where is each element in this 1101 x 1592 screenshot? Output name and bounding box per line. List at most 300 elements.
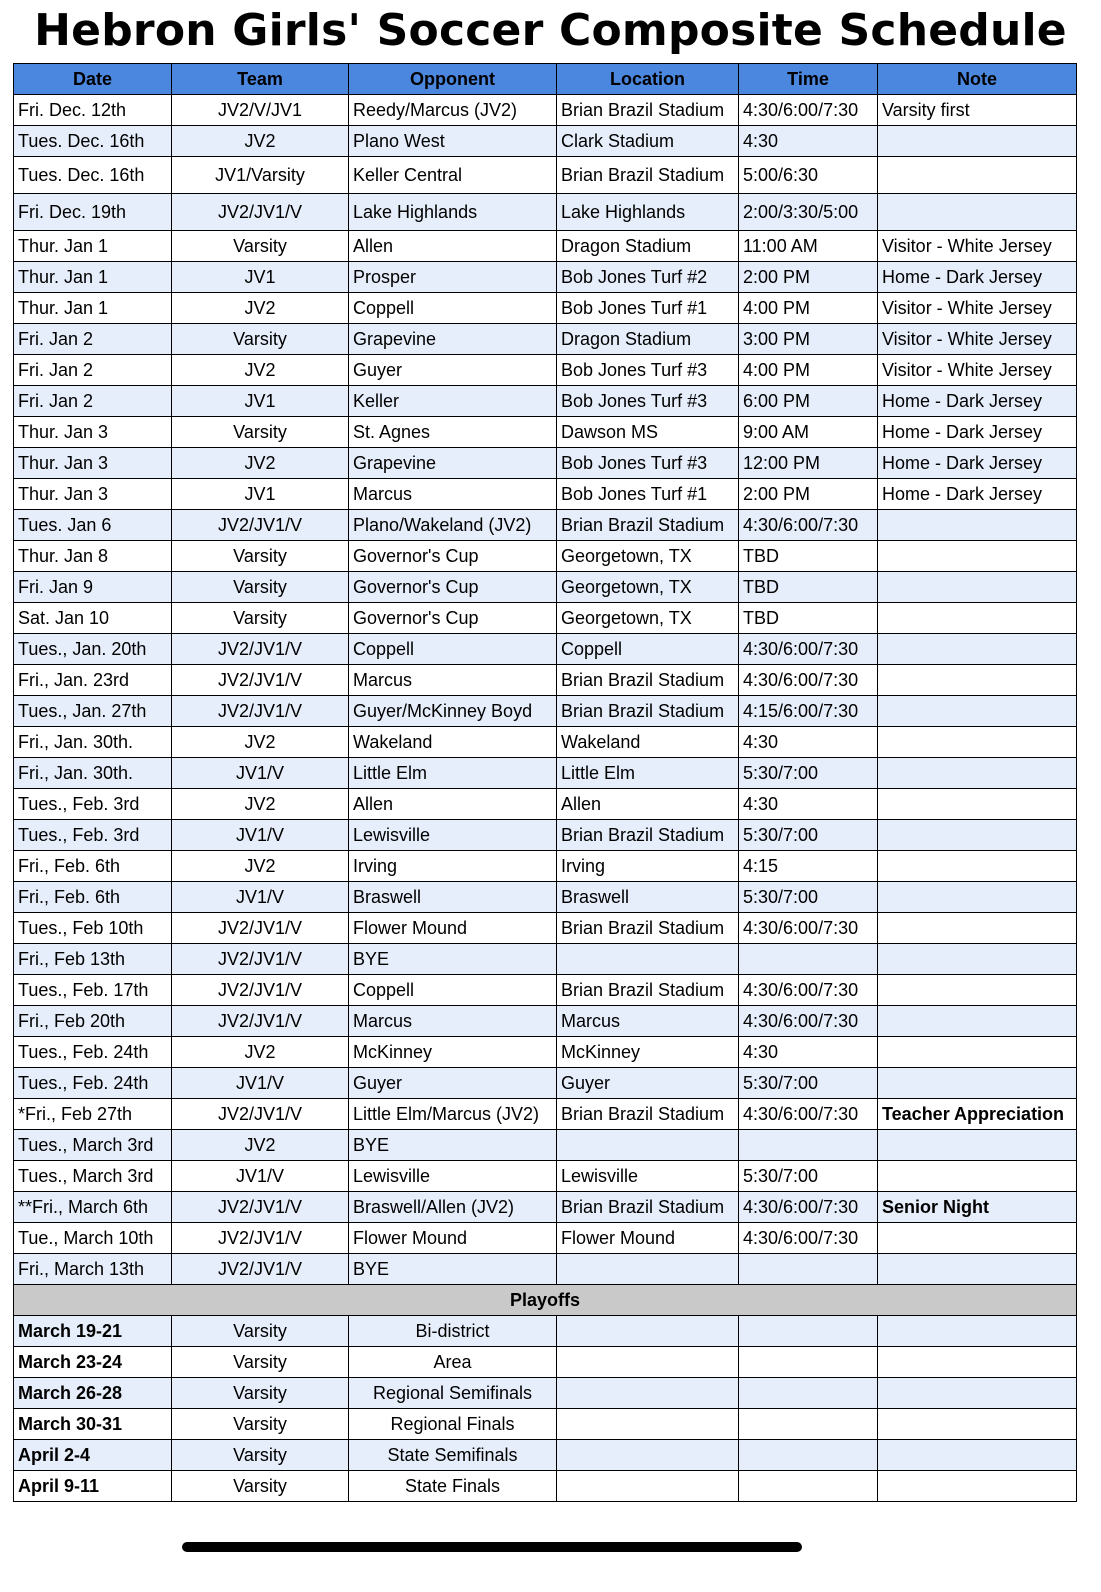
location-cell: Flower Mound [557, 1223, 739, 1254]
table-row [14, 541, 1077, 572]
team-cell: JV2/JV1/V [172, 665, 349, 696]
location-cell: Irving [557, 851, 739, 882]
team-cell: Varsity [172, 603, 349, 634]
opponent-cell: BYE [349, 1130, 557, 1161]
header-note: Note [878, 64, 1077, 95]
table-row [14, 355, 1077, 386]
note-cell [878, 758, 1077, 789]
empty-cell [739, 1316, 878, 1347]
playoff-team-cell: Varsity [172, 1440, 349, 1471]
opponent-cell: Allen [349, 231, 557, 262]
note-cell [878, 126, 1077, 157]
date-cell: Fri., Feb. 6th [14, 882, 172, 913]
table-row [14, 231, 1077, 262]
opponent-cell: Grapevine [349, 324, 557, 355]
opponent-cell: BYE [349, 944, 557, 975]
date-cell: Fri., Feb 13th [14, 944, 172, 975]
empty-cell [557, 1378, 739, 1409]
note-cell [878, 696, 1077, 727]
table-row [14, 789, 1077, 820]
note-cell [878, 1037, 1077, 1068]
empty-cell [878, 1409, 1077, 1440]
opponent-cell: Grapevine [349, 448, 557, 479]
time-cell: 3:00 PM [739, 324, 878, 355]
playoff-round-cell: State Finals [349, 1471, 557, 1502]
header-location: Location [557, 64, 739, 95]
table-row [14, 1254, 1077, 1285]
team-cell: JV1/V [172, 758, 349, 789]
opponent-cell: Marcus [349, 479, 557, 510]
location-cell: Dragon Stadium [557, 231, 739, 262]
opponent-cell: Governor's Cup [349, 603, 557, 634]
location-cell [557, 944, 739, 975]
empty-cell [739, 1347, 878, 1378]
table-row [14, 572, 1077, 603]
note-cell: Visitor - White Jersey [878, 231, 1077, 262]
team-cell: JV2 [172, 355, 349, 386]
date-cell: Tues. Jan 6 [14, 510, 172, 541]
time-cell: TBD [739, 603, 878, 634]
note-cell [878, 851, 1077, 882]
date-cell: Tues., Feb 10th [14, 913, 172, 944]
time-cell: 4:00 PM [739, 293, 878, 324]
playoff-team-cell: Varsity [172, 1347, 349, 1378]
table-row [14, 975, 1077, 1006]
note-cell [878, 603, 1077, 634]
time-cell: 2:00 PM [739, 479, 878, 510]
date-cell: Thur. Jan 1 [14, 262, 172, 293]
table-row [14, 1223, 1077, 1254]
opponent-cell: St. Agnes [349, 417, 557, 448]
playoff-round-cell: Area [349, 1347, 557, 1378]
location-cell: Bob Jones Turf #1 [557, 293, 739, 324]
time-cell: TBD [739, 572, 878, 603]
note-cell [878, 572, 1077, 603]
opponent-cell: Coppell [349, 293, 557, 324]
home-indicator[interactable] [182, 1542, 802, 1552]
location-cell: Brian Brazil Stadium [557, 1192, 739, 1223]
playoff-row [14, 1409, 1077, 1440]
team-cell: JV2 [172, 1130, 349, 1161]
date-cell: Fri., Feb 20th [14, 1006, 172, 1037]
note-cell [878, 194, 1077, 231]
table-row [14, 727, 1077, 758]
location-cell: Lewisville [557, 1161, 739, 1192]
team-cell: JV2/JV1/V [172, 510, 349, 541]
team-cell: JV2/JV1/V [172, 194, 349, 231]
playoff-row [14, 1440, 1077, 1471]
time-cell: 4:15/6:00/7:30 [739, 696, 878, 727]
table-row [14, 758, 1077, 789]
time-cell: 4:00 PM [739, 355, 878, 386]
date-cell: Fri., March 13th [14, 1254, 172, 1285]
location-cell: Georgetown, TX [557, 541, 739, 572]
time-cell: 5:30/7:00 [739, 1068, 878, 1099]
opponent-cell: Flower Mound [349, 1223, 557, 1254]
location-cell: Brian Brazil Stadium [557, 157, 739, 194]
date-cell: Fri. Jan 2 [14, 324, 172, 355]
date-cell: Tues. Dec. 16th [14, 157, 172, 194]
date-cell: Fri., Jan. 30th. [14, 727, 172, 758]
table-row [14, 157, 1077, 194]
date-cell: Tues., Feb. 17th [14, 975, 172, 1006]
location-cell: Brian Brazil Stadium [557, 696, 739, 727]
empty-cell [878, 1471, 1077, 1502]
date-cell: Tues., March 3rd [14, 1130, 172, 1161]
header-date: Date [14, 64, 172, 95]
team-cell: JV2/V/JV1 [172, 95, 349, 126]
team-cell: JV1/Varsity [172, 157, 349, 194]
table-row [14, 820, 1077, 851]
empty-cell [739, 1409, 878, 1440]
note-cell: Varsity first [878, 95, 1077, 126]
location-cell: Marcus [557, 1006, 739, 1037]
opponent-cell: Lewisville [349, 1161, 557, 1192]
team-cell: JV2/JV1/V [172, 634, 349, 665]
empty-cell [878, 1440, 1077, 1471]
playoffs-label: Playoffs [14, 1285, 1077, 1316]
playoff-date-cell: March 30-31 [14, 1409, 172, 1440]
opponent-cell: Governor's Cup [349, 541, 557, 572]
time-cell: 9:00 AM [739, 417, 878, 448]
opponent-cell: Plano West [349, 126, 557, 157]
team-cell: Varsity [172, 572, 349, 603]
opponent-cell: Lewisville [349, 820, 557, 851]
opponent-cell: Coppell [349, 634, 557, 665]
date-cell: Thur. Jan 3 [14, 479, 172, 510]
time-cell: 4:30/6:00/7:30 [739, 95, 878, 126]
date-cell: Tues., Jan. 20th [14, 634, 172, 665]
team-cell: JV2 [172, 727, 349, 758]
table-row [14, 665, 1077, 696]
playoffs-header-row [14, 1285, 1077, 1316]
team-cell: JV2/JV1/V [172, 944, 349, 975]
time-cell: 11:00 AM [739, 231, 878, 262]
header-time: Time [739, 64, 878, 95]
location-cell: Brian Brazil Stadium [557, 975, 739, 1006]
playoff-row [14, 1347, 1077, 1378]
team-cell: JV2/JV1/V [172, 1192, 349, 1223]
time-cell: 4:30 [739, 126, 878, 157]
opponent-cell: Flower Mound [349, 913, 557, 944]
time-cell: 5:00/6:30 [739, 157, 878, 194]
date-cell: Tues., Jan. 27th [14, 696, 172, 727]
date-cell: Thur. Jan 3 [14, 417, 172, 448]
team-cell: Varsity [172, 541, 349, 572]
note-cell [878, 1068, 1077, 1099]
location-cell: Braswell [557, 882, 739, 913]
location-cell [557, 1254, 739, 1285]
date-cell: Thur. Jan 1 [14, 231, 172, 262]
time-cell: 5:30/7:00 [739, 1161, 878, 1192]
location-cell: Coppell [557, 634, 739, 665]
opponent-cell: McKinney [349, 1037, 557, 1068]
playoff-round-cell: State Semifinals [349, 1440, 557, 1471]
empty-cell [557, 1440, 739, 1471]
note-cell [878, 944, 1077, 975]
opponent-cell: Reedy/Marcus (JV2) [349, 95, 557, 126]
location-cell: Lake Highlands [557, 194, 739, 231]
empty-cell [557, 1316, 739, 1347]
playoff-round-cell: Regional Semifinals [349, 1378, 557, 1409]
date-cell: Thur. Jan 8 [14, 541, 172, 572]
team-cell: JV1/V [172, 1068, 349, 1099]
note-cell: Visitor - White Jersey [878, 293, 1077, 324]
location-cell: Guyer [557, 1068, 739, 1099]
date-cell: Sat. Jan 10 [14, 603, 172, 634]
team-cell: Varsity [172, 417, 349, 448]
note-cell [878, 510, 1077, 541]
date-cell: Tues., March 3rd [14, 1161, 172, 1192]
time-cell: 4:30/6:00/7:30 [739, 634, 878, 665]
note-cell [878, 1006, 1077, 1037]
location-cell: Bob Jones Turf #3 [557, 448, 739, 479]
date-cell: Fri., Jan. 30th. [14, 758, 172, 789]
table-row [14, 194, 1077, 231]
location-cell: Allen [557, 789, 739, 820]
table-row [14, 696, 1077, 727]
playoff-row [14, 1378, 1077, 1409]
empty-cell [878, 1378, 1077, 1409]
playoff-row [14, 1316, 1077, 1347]
time-cell: 4:30/6:00/7:30 [739, 913, 878, 944]
date-cell: Fri. Dec. 12th [14, 95, 172, 126]
table-row [14, 882, 1077, 913]
playoff-date-cell: March 23-24 [14, 1347, 172, 1378]
empty-cell [739, 1378, 878, 1409]
playoff-team-cell: Varsity [172, 1471, 349, 1502]
location-cell: McKinney [557, 1037, 739, 1068]
time-cell: TBD [739, 541, 878, 572]
empty-cell [557, 1471, 739, 1502]
opponent-cell: Marcus [349, 1006, 557, 1037]
team-cell: JV2/JV1/V [172, 1254, 349, 1285]
note-cell [878, 820, 1077, 851]
team-cell: JV1 [172, 479, 349, 510]
opponent-cell: Marcus [349, 665, 557, 696]
opponent-cell: Guyer [349, 355, 557, 386]
date-cell: Fri. Dec. 19th [14, 194, 172, 231]
time-cell [739, 1130, 878, 1161]
playoff-date-cell: April 2-4 [14, 1440, 172, 1471]
note-cell [878, 882, 1077, 913]
opponent-cell: Guyer/McKinney Boyd [349, 696, 557, 727]
header-opponent: Opponent [349, 64, 557, 95]
table-row [14, 1161, 1077, 1192]
note-cell [878, 634, 1077, 665]
opponent-cell: Little Elm/Marcus (JV2) [349, 1099, 557, 1130]
playoff-round-cell: Bi-district [349, 1316, 557, 1347]
note-cell [878, 665, 1077, 696]
location-cell: Brian Brazil Stadium [557, 95, 739, 126]
team-cell: JV1/V [172, 820, 349, 851]
empty-cell [878, 1347, 1077, 1378]
empty-cell [878, 1316, 1077, 1347]
note-cell [878, 1223, 1077, 1254]
time-cell: 5:30/7:00 [739, 882, 878, 913]
team-cell: JV2 [172, 789, 349, 820]
playoff-date-cell: April 9-11 [14, 1471, 172, 1502]
table-row [14, 1068, 1077, 1099]
note-cell: Home - Dark Jersey [878, 479, 1077, 510]
time-cell: 4:15 [739, 851, 878, 882]
team-cell: JV1 [172, 262, 349, 293]
team-cell: JV2/JV1/V [172, 1006, 349, 1037]
time-cell: 4:30 [739, 1037, 878, 1068]
date-cell: Fri. Jan 2 [14, 386, 172, 417]
note-cell [878, 727, 1077, 758]
empty-cell [739, 1471, 878, 1502]
time-cell: 4:30/6:00/7:30 [739, 510, 878, 541]
date-cell: Tues. Dec. 16th [14, 126, 172, 157]
note-cell: Visitor - White Jersey [878, 355, 1077, 386]
playoff-row [14, 1471, 1077, 1502]
opponent-cell: Keller [349, 386, 557, 417]
time-cell: 4:30/6:00/7:30 [739, 1099, 878, 1130]
note-cell: Home - Dark Jersey [878, 417, 1077, 448]
note-cell: Senior Night [878, 1192, 1077, 1223]
time-cell [739, 944, 878, 975]
time-cell: 12:00 PM [739, 448, 878, 479]
playoff-team-cell: Varsity [172, 1316, 349, 1347]
time-cell: 4:30/6:00/7:30 [739, 1006, 878, 1037]
time-cell: 5:30/7:00 [739, 820, 878, 851]
table-row [14, 293, 1077, 324]
opponent-cell: Braswell/Allen (JV2) [349, 1192, 557, 1223]
time-cell: 4:30/6:00/7:30 [739, 1223, 878, 1254]
team-cell: JV1/V [172, 1161, 349, 1192]
location-cell: Bob Jones Turf #3 [557, 355, 739, 386]
team-cell: JV1 [172, 386, 349, 417]
table-row [14, 417, 1077, 448]
team-cell: Varsity [172, 324, 349, 355]
table-row [14, 510, 1077, 541]
location-cell: Dawson MS [557, 417, 739, 448]
time-cell [739, 1254, 878, 1285]
table-row [14, 95, 1077, 126]
header-team: Team [172, 64, 349, 95]
table-row [14, 262, 1077, 293]
team-cell: JV2/JV1/V [172, 1099, 349, 1130]
table-row [14, 448, 1077, 479]
empty-cell [557, 1409, 739, 1440]
table-row [14, 1130, 1077, 1161]
playoff-date-cell: March 19-21 [14, 1316, 172, 1347]
location-cell: Clark Stadium [557, 126, 739, 157]
note-cell: Visitor - White Jersey [878, 324, 1077, 355]
date-cell: Tues., Feb. 24th [14, 1037, 172, 1068]
playoff-round-cell: Regional Finals [349, 1409, 557, 1440]
page-title: Hebron Girls' Soccer Composite Schedule [34, 5, 1067, 56]
location-cell: Brian Brazil Stadium [557, 820, 739, 851]
note-cell [878, 541, 1077, 572]
time-cell: 4:30/6:00/7:30 [739, 975, 878, 1006]
table-row [14, 1099, 1077, 1130]
date-cell: Thur. Jan 1 [14, 293, 172, 324]
opponent-cell: BYE [349, 1254, 557, 1285]
opponent-cell: Coppell [349, 975, 557, 1006]
note-cell: Teacher Appreciation [878, 1099, 1077, 1130]
time-cell: 5:30/7:00 [739, 758, 878, 789]
location-cell: Georgetown, TX [557, 603, 739, 634]
opponent-cell: Plano/Wakeland (JV2) [349, 510, 557, 541]
date-cell: Fri. Jan 9 [14, 572, 172, 603]
location-cell: Brian Brazil Stadium [557, 913, 739, 944]
location-cell: Bob Jones Turf #2 [557, 262, 739, 293]
table-row [14, 944, 1077, 975]
date-cell: Fri., Feb. 6th [14, 851, 172, 882]
location-cell: Brian Brazil Stadium [557, 1099, 739, 1130]
playoff-team-cell: Varsity [172, 1378, 349, 1409]
location-cell: Little Elm [557, 758, 739, 789]
opponent-cell: Wakeland [349, 727, 557, 758]
schedule-table [13, 63, 1077, 1502]
table-row [14, 851, 1077, 882]
team-cell: Varsity [172, 231, 349, 262]
table-row [14, 634, 1077, 665]
location-cell: Bob Jones Turf #3 [557, 386, 739, 417]
playoff-team-cell: Varsity [172, 1409, 349, 1440]
header-row [14, 64, 1077, 95]
note-cell: Home - Dark Jersey [878, 448, 1077, 479]
team-cell: JV2 [172, 851, 349, 882]
date-cell: Thur. Jan 3 [14, 448, 172, 479]
opponent-cell: Braswell [349, 882, 557, 913]
location-cell: Bob Jones Turf #1 [557, 479, 739, 510]
note-cell [878, 913, 1077, 944]
team-cell: JV2/JV1/V [172, 696, 349, 727]
date-cell: Fri., Jan. 23rd [14, 665, 172, 696]
time-cell: 2:00/3:30/5:00 [739, 194, 878, 231]
opponent-cell: Lake Highlands [349, 194, 557, 231]
location-cell: Dragon Stadium [557, 324, 739, 355]
team-cell: JV2 [172, 126, 349, 157]
date-cell: Tue., March 10th [14, 1223, 172, 1254]
note-cell [878, 1130, 1077, 1161]
playoff-date-cell: March 26-28 [14, 1378, 172, 1409]
note-cell: Home - Dark Jersey [878, 262, 1077, 293]
time-cell: 6:00 PM [739, 386, 878, 417]
date-cell: **Fri., March 6th [14, 1192, 172, 1223]
time-cell: 4:30/6:00/7:30 [739, 665, 878, 696]
team-cell: JV2/JV1/V [172, 1223, 349, 1254]
location-cell: Georgetown, TX [557, 572, 739, 603]
team-cell: JV2/JV1/V [172, 913, 349, 944]
table-row [14, 1192, 1077, 1223]
location-cell [557, 1130, 739, 1161]
date-cell: Tues., Feb. 3rd [14, 789, 172, 820]
location-cell: Brian Brazil Stadium [557, 665, 739, 696]
table-row [14, 603, 1077, 634]
note-cell [878, 975, 1077, 1006]
note-cell: Home - Dark Jersey [878, 386, 1077, 417]
note-cell [878, 1161, 1077, 1192]
table-row [14, 1006, 1077, 1037]
opponent-cell: Prosper [349, 262, 557, 293]
opponent-cell: Keller Central [349, 157, 557, 194]
opponent-cell: Guyer [349, 1068, 557, 1099]
table-row [14, 126, 1077, 157]
date-cell: *Fri., Feb 27th [14, 1099, 172, 1130]
team-cell: JV2 [172, 293, 349, 324]
table-row [14, 386, 1077, 417]
empty-cell [739, 1440, 878, 1471]
empty-cell [557, 1347, 739, 1378]
date-cell: Tues., Feb. 24th [14, 1068, 172, 1099]
opponent-cell: Governor's Cup [349, 572, 557, 603]
table-row [14, 1037, 1077, 1068]
opponent-cell: Little Elm [349, 758, 557, 789]
